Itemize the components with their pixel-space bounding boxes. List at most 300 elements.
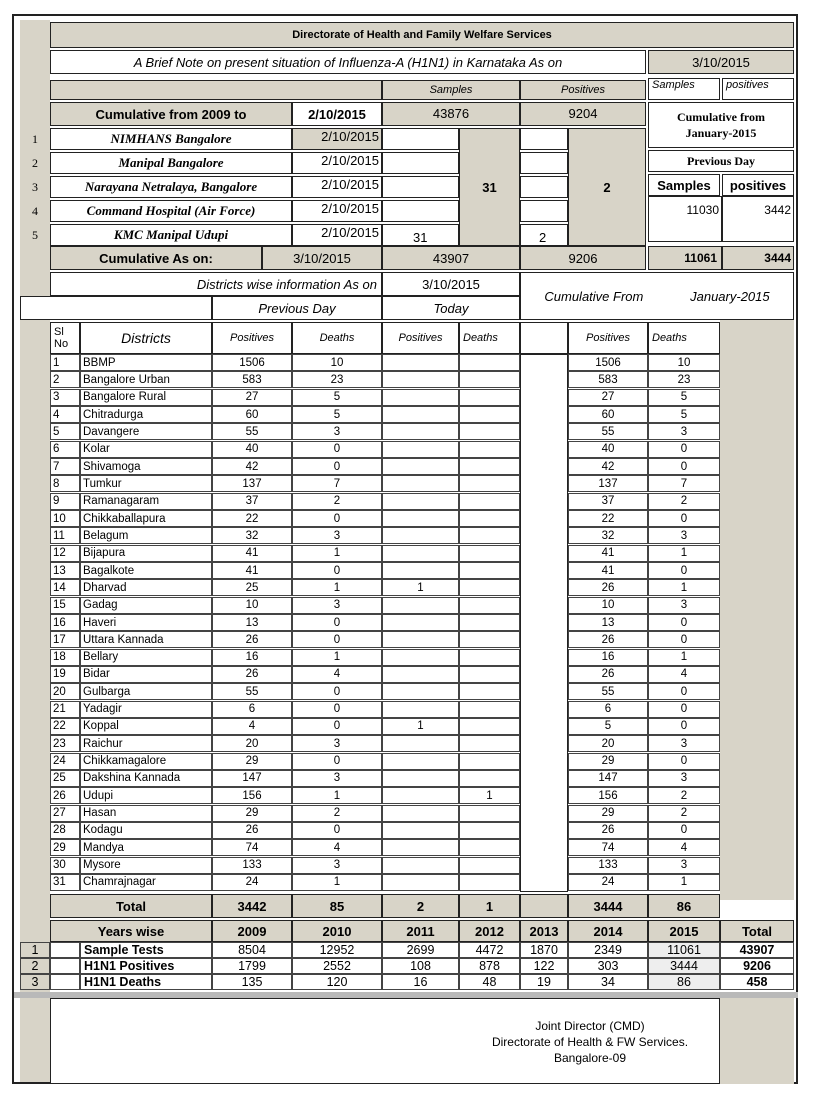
district-prev-deaths: 3: [292, 597, 382, 614]
district-prev-positives: 583: [212, 371, 292, 388]
district-slno: 26: [50, 787, 80, 804]
district-name: Bijapura: [80, 545, 212, 562]
district-prev-deaths: 0: [292, 718, 382, 735]
year-header: 2014: [568, 920, 648, 942]
total-cum-deaths: 86: [648, 894, 720, 918]
cumulative-as-on-label: Cumulative As on:: [50, 246, 262, 270]
district-cum-deaths: 0: [648, 441, 720, 458]
district-cum-positives: 26: [568, 631, 648, 648]
district-slno: 15: [50, 597, 80, 614]
district-slno: 5: [50, 423, 80, 440]
hospital-positives: [520, 128, 568, 150]
district-cum-deaths: 0: [648, 614, 720, 631]
district-prev-deaths: 5: [292, 406, 382, 423]
district-name: Bangalore Rural: [80, 389, 212, 406]
year-value: 135: [212, 974, 292, 990]
district-name: Udupi: [80, 787, 212, 804]
district-prev-deaths: 10: [292, 354, 382, 371]
district-prev-deaths: 7: [292, 475, 382, 492]
cumulative-2009-date: 2/10/2015: [292, 102, 382, 126]
district-today-positives: [382, 441, 459, 458]
merged-samples: 31: [459, 128, 520, 246]
district-today-positives: [382, 510, 459, 527]
district-today-positives: [382, 527, 459, 544]
today-positives-header: Positives: [382, 322, 459, 354]
district-cum-deaths: 0: [648, 701, 720, 718]
district-today-deaths: [459, 805, 520, 822]
year-value: 34: [568, 974, 648, 990]
year-value: 9206: [720, 958, 794, 974]
district-slno: 9: [50, 493, 80, 510]
district-prev-positives: 25: [212, 579, 292, 596]
year-row-spacer: [50, 958, 80, 974]
district-name: Belagum: [80, 527, 212, 544]
district-cum-positives: 55: [568, 423, 648, 440]
district-today-deaths: [459, 614, 520, 631]
district-today-deaths: [459, 458, 520, 475]
district-cum-deaths: 7: [648, 475, 720, 492]
district-today-deaths: [459, 718, 520, 735]
district-today-positives: [382, 458, 459, 475]
district-cum-deaths: 0: [648, 562, 720, 579]
signature-line-3: Bangalore-09: [553, 1051, 627, 1065]
january-text: January-2015: [690, 288, 770, 304]
year-value: 458: [720, 974, 794, 990]
district-today-positives: [382, 406, 459, 423]
hospital-samples: [382, 176, 459, 198]
hospital-name: Manipal Bangalore: [50, 152, 292, 174]
district-today-deaths: [459, 701, 520, 718]
district-cum-positives: 42: [568, 458, 648, 475]
cumulative-2009-positives: 9204: [520, 102, 646, 126]
district-cum-positives: 41: [568, 562, 648, 579]
year-value: 2699: [382, 942, 459, 958]
district-today-deaths: [459, 389, 520, 406]
year-value: 1799: [212, 958, 292, 974]
district-slno: 21: [50, 701, 80, 718]
hospital-positives: [520, 152, 568, 174]
district-prev-positives: 42: [212, 458, 292, 475]
today-header: Today: [382, 296, 520, 320]
positives-small-header: positives: [722, 78, 794, 100]
hospital-samples: 31: [382, 224, 459, 246]
district-name: Raichur: [80, 735, 212, 752]
district-today-deaths: [459, 423, 520, 440]
district-prev-deaths: 0: [292, 458, 382, 475]
district-today-deaths: [459, 770, 520, 787]
year-header: Total: [720, 920, 794, 942]
district-prev-positives: 10: [212, 597, 292, 614]
district-prev-deaths: 0: [292, 614, 382, 631]
district-cum-positives: 55: [568, 683, 648, 700]
district-prev-positives: 20: [212, 735, 292, 752]
district-cum-positives: 6: [568, 701, 648, 718]
district-name: Mandya: [80, 839, 212, 856]
district-name: Bangalore Urban: [80, 371, 212, 388]
hospital-date: 2/10/2015: [292, 200, 382, 222]
hospital-num: 5: [20, 224, 50, 246]
district-cum-positives: 10: [568, 597, 648, 614]
cumulative-2009-samples: 43876: [382, 102, 520, 126]
district-slno: 14: [50, 579, 80, 596]
district-prev-positives: 133: [212, 857, 292, 874]
district-name: Chikkaballapura: [80, 510, 212, 527]
total-blank: [520, 894, 568, 918]
district-cum-deaths: 0: [648, 753, 720, 770]
district-prev-positives: 6: [212, 701, 292, 718]
district-cum-positives: 583: [568, 371, 648, 388]
district-prev-positives: 40: [212, 441, 292, 458]
district-today-positives: [382, 562, 459, 579]
district-prev-deaths: 0: [292, 701, 382, 718]
district-today-positives: [382, 683, 459, 700]
district-name: Chitradurga: [80, 406, 212, 423]
district-name: Koppal: [80, 718, 212, 735]
district-cum-deaths: 10: [648, 354, 720, 371]
district-today-deaths: [459, 753, 520, 770]
year-value: 303: [568, 958, 648, 974]
samples-header: Samples: [382, 80, 520, 100]
district-slno: 22: [50, 718, 80, 735]
year-value: 16: [382, 974, 459, 990]
year-value: 878: [459, 958, 520, 974]
district-name: Gulbarga: [80, 683, 212, 700]
hospital-num: 4: [20, 200, 50, 222]
district-today-deaths: [459, 371, 520, 388]
cumulative-2009-label: Cumulative from 2009 to: [50, 102, 292, 126]
district-prev-deaths: 0: [292, 753, 382, 770]
district-slno: 11: [50, 527, 80, 544]
years-wise-label: Years wise: [50, 920, 212, 942]
district-prev-positives: 26: [212, 822, 292, 839]
rb-positives-label: positives: [722, 174, 794, 196]
district-today-deaths: [459, 354, 520, 371]
district-prev-positives: 26: [212, 666, 292, 683]
district-prev-positives: 55: [212, 423, 292, 440]
year-value: 1870: [520, 942, 568, 958]
district-slno: 4: [50, 406, 80, 423]
merged-positives: 2: [568, 128, 646, 246]
prev-today-spacer: [20, 296, 212, 320]
total-today-deaths: 1: [459, 894, 520, 918]
district-cum-positives: 26: [568, 666, 648, 683]
district-prev-deaths: 2: [292, 805, 382, 822]
district-today-positives: [382, 805, 459, 822]
cumulative-as-on-positives: 9206: [520, 246, 646, 270]
rb-positives-value: 3442: [722, 196, 794, 242]
district-slno: 13: [50, 562, 80, 579]
district-cum-positives: 41: [568, 545, 648, 562]
signature-line-2: Directorate of Health & FW Services.: [491, 1035, 689, 1049]
district-today-deaths: [459, 562, 520, 579]
hospital-date: 2/10/2015: [292, 176, 382, 198]
district-cum-deaths: 5: [648, 389, 720, 406]
districts-header: Districts: [80, 322, 212, 354]
district-cum-deaths: 4: [648, 666, 720, 683]
district-cum-deaths: 2: [648, 493, 720, 510]
district-prev-deaths: 0: [292, 562, 382, 579]
district-name: Mysore: [80, 857, 212, 874]
district-slno: 12: [50, 545, 80, 562]
district-slno: 29: [50, 839, 80, 856]
brief-note-title: A Brief Note on present situation of Influenza-A (H1N1) in Karnataka As on: [50, 50, 646, 74]
signature-block: [470, 1018, 710, 1066]
district-name: Yadagir: [80, 701, 212, 718]
district-name: Gadag: [80, 597, 212, 614]
district-prev-deaths: 0: [292, 441, 382, 458]
district-prev-positives: 156: [212, 787, 292, 804]
district-today-positives: [382, 787, 459, 804]
district-cum-deaths: 0: [648, 458, 720, 475]
district-prev-positives: 41: [212, 562, 292, 579]
district-prev-deaths: 3: [292, 735, 382, 752]
district-cum-deaths: 2: [648, 805, 720, 822]
district-name: Uttara Kannada: [80, 631, 212, 648]
district-name: Kolar: [80, 441, 212, 458]
year-value: 2552: [292, 958, 382, 974]
district-prev-positives: 4: [212, 718, 292, 735]
year-value: 108: [382, 958, 459, 974]
district-prev-positives: 55: [212, 683, 292, 700]
district-prev-deaths: 1: [292, 545, 382, 562]
district-name: Davangere: [80, 423, 212, 440]
district-cum-deaths: 2: [648, 787, 720, 804]
hospital-samples: [382, 128, 459, 150]
district-name: Dakshina Kannada: [80, 770, 212, 787]
district-slno: 7: [50, 458, 80, 475]
district-today-deaths: [459, 510, 520, 527]
prev-positives-header: Positives: [212, 322, 292, 354]
district-today-positives: [382, 597, 459, 614]
hospital-date: 2/10/2015: [292, 152, 382, 174]
right-gray-column: [720, 320, 794, 900]
year-value: 12952: [292, 942, 382, 958]
cum-deaths-header: Deaths: [648, 322, 720, 354]
district-prev-deaths: 1: [292, 579, 382, 596]
district-cum-positives: 60: [568, 406, 648, 423]
hospital-name: NIMHANS Bangalore: [50, 128, 292, 150]
previous-day-header: Previous Day: [212, 296, 382, 320]
district-cum-deaths: 3: [648, 423, 720, 440]
district-prev-deaths: 3: [292, 423, 382, 440]
district-cum-deaths: 1: [648, 649, 720, 666]
district-prev-deaths: 0: [292, 510, 382, 527]
hospital-name: KMC Manipal Udupi: [50, 224, 292, 246]
district-slno: 23: [50, 735, 80, 752]
district-today-positives: [382, 545, 459, 562]
district-slno: 17: [50, 631, 80, 648]
district-today-positives: [382, 735, 459, 752]
district-today-positives: [382, 423, 459, 440]
district-today-positives: [382, 822, 459, 839]
district-cum-positives: 32: [568, 527, 648, 544]
district-prev-deaths: 3: [292, 857, 382, 874]
district-slno: 1: [50, 354, 80, 371]
districts-info-date: 3/10/2015: [382, 272, 520, 296]
slno-header: Sl No: [50, 322, 80, 354]
district-today-positives: [382, 493, 459, 510]
year-value: 2349: [568, 942, 648, 958]
district-cum-deaths: 1: [648, 545, 720, 562]
prev-deaths-header: Deaths: [292, 322, 382, 354]
district-cum-positives: 37: [568, 493, 648, 510]
district-cum-deaths: 3: [648, 857, 720, 874]
district-slno: 25: [50, 770, 80, 787]
district-prev-positives: 27: [212, 389, 292, 406]
district-today-deaths: [459, 441, 520, 458]
total-label: Total: [50, 894, 212, 918]
year-row-label: H1N1 Positives: [80, 958, 212, 974]
district-name: Tumkur: [80, 475, 212, 492]
district-today-positives: 1: [382, 718, 459, 735]
directorate-title: Directorate of Health and Family Welfare Services: [50, 22, 794, 48]
district-prev-positives: 32: [212, 527, 292, 544]
district-cum-positives: 27: [568, 389, 648, 406]
district-prev-deaths: 2: [292, 493, 382, 510]
year-row-spacer: [50, 942, 80, 958]
district-today-deaths: [459, 545, 520, 562]
district-prev-deaths: 3: [292, 527, 382, 544]
district-prev-positives: 29: [212, 805, 292, 822]
district-prev-deaths: 1: [292, 874, 382, 891]
hospital-positives: [520, 200, 568, 222]
district-today-deaths: [459, 631, 520, 648]
hospital-name: Command Hospital (Air Force): [50, 200, 292, 222]
year-header: 2013: [520, 920, 568, 942]
district-today-deaths: [459, 493, 520, 510]
district-cum-deaths: 23: [648, 371, 720, 388]
district-cum-positives: 20: [568, 735, 648, 752]
total-today-positives: 2: [382, 894, 459, 918]
total-prev-positives: 3442: [212, 894, 292, 918]
total-prev-deaths: 85: [292, 894, 382, 918]
note-date: 3/10/2015: [648, 50, 794, 74]
district-cum-positives: 26: [568, 579, 648, 596]
district-slno: 20: [50, 683, 80, 700]
district-prev-positives: 137: [212, 475, 292, 492]
hospital-samples: [382, 152, 459, 174]
district-cum-positives: 29: [568, 805, 648, 822]
year-row-num: 3: [20, 974, 50, 990]
district-cum-deaths: 0: [648, 718, 720, 735]
district-cum-deaths: 1: [648, 579, 720, 596]
district-slno: 3: [50, 389, 80, 406]
district-cum-positives: 147: [568, 770, 648, 787]
district-name: Bidar: [80, 666, 212, 683]
district-today-positives: [382, 839, 459, 856]
district-today-deaths: 1: [459, 787, 520, 804]
district-today-positives: [382, 614, 459, 631]
district-name: Bagalkote: [80, 562, 212, 579]
district-name: BBMP: [80, 354, 212, 371]
hospital-num: 2: [20, 152, 50, 174]
district-prev-positives: 147: [212, 770, 292, 787]
district-slno: 8: [50, 475, 80, 492]
district-today-positives: [382, 770, 459, 787]
district-today-deaths: [459, 597, 520, 614]
district-slno: 16: [50, 614, 80, 631]
district-prev-positives: 26: [212, 631, 292, 648]
district-cum-deaths: 5: [648, 406, 720, 423]
previous-day-label: Previous Day: [648, 150, 794, 172]
district-today-deaths: [459, 527, 520, 544]
district-prev-deaths: 4: [292, 839, 382, 856]
district-today-deaths: [459, 857, 520, 874]
district-cum-positives: 22: [568, 510, 648, 527]
district-today-positives: [382, 666, 459, 683]
cumulative-from-label: [520, 272, 794, 320]
district-prev-positives: 41: [212, 545, 292, 562]
district-cum-deaths: 3: [648, 597, 720, 614]
year-header: 2009: [212, 920, 292, 942]
district-cum-deaths: 3: [648, 735, 720, 752]
year-value: 4472: [459, 942, 520, 958]
district-slno: 10: [50, 510, 80, 527]
cumulative-ytd-positives: 3444: [722, 246, 794, 270]
district-name: Bellary: [80, 649, 212, 666]
district-cum-deaths: 0: [648, 631, 720, 648]
hospital-positives: 2: [520, 224, 568, 246]
district-prev-positives: 74: [212, 839, 292, 856]
district-name: Hasan: [80, 805, 212, 822]
year-row-label: Sample Tests: [80, 942, 212, 958]
district-cum-positives: 26: [568, 822, 648, 839]
year-header: 2011: [382, 920, 459, 942]
district-today-positives: [382, 649, 459, 666]
today-deaths-header: Deaths: [459, 322, 520, 354]
district-name: Chamrajnagar: [80, 874, 212, 891]
district-cum-deaths: 3: [648, 770, 720, 787]
district-today-deaths: [459, 822, 520, 839]
district-slno: 30: [50, 857, 80, 874]
district-cum-positives: 5: [568, 718, 648, 735]
cumulative-from-text: Cumulative From: [544, 288, 644, 304]
district-prev-positives: 22: [212, 510, 292, 527]
signature-line-1: Joint Director (CMD): [535, 1019, 645, 1033]
district-name: Ramanagaram: [80, 493, 212, 510]
district-prev-deaths: 3: [292, 770, 382, 787]
district-cum-deaths: 0: [648, 510, 720, 527]
district-slno: 31: [50, 874, 80, 891]
district-today-deaths: [459, 874, 520, 891]
district-cum-positives: 40: [568, 441, 648, 458]
district-prev-positives: 16: [212, 649, 292, 666]
district-cum-deaths: 1: [648, 874, 720, 891]
rb-samples-label: Samples: [648, 174, 720, 196]
positives-header: Positives: [520, 80, 646, 100]
year-row-num: 2: [20, 958, 50, 974]
district-today-positives: 1: [382, 579, 459, 596]
header-spacer: [50, 80, 382, 100]
district-today-deaths: [459, 649, 520, 666]
samples-small-header: Samples: [648, 78, 720, 100]
year-row-num: 1: [20, 942, 50, 958]
cumulative-ytd-samples: 11061: [648, 246, 722, 270]
district-slno: 6: [50, 441, 80, 458]
blank-column-header: [520, 322, 568, 354]
district-prev-positives: 1506: [212, 354, 292, 371]
district-today-deaths: [459, 735, 520, 752]
district-prev-deaths: 1: [292, 787, 382, 804]
district-prev-deaths: 1: [292, 649, 382, 666]
district-prev-deaths: 0: [292, 822, 382, 839]
district-name: Kodagu: [80, 822, 212, 839]
year-value: 3444: [648, 958, 720, 974]
district-name: Chikkamagalore: [80, 753, 212, 770]
district-slno: 19: [50, 666, 80, 683]
year-value: 43907: [720, 942, 794, 958]
district-cum-positives: 29: [568, 753, 648, 770]
